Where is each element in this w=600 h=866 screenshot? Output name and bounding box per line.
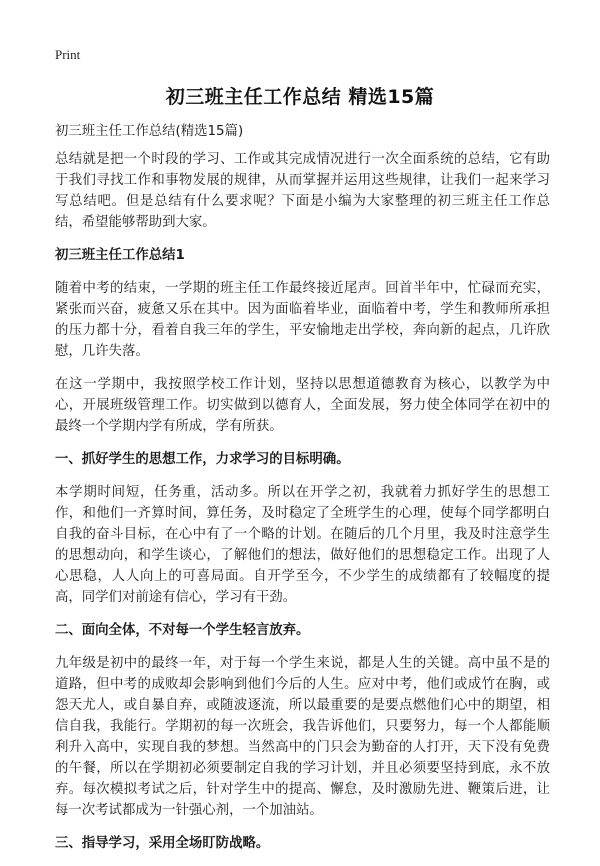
intro-paragraph: 总结就是把一个时段的学习、工作或其完成情况进行一次全面系统的总结，它有助于我们寻找工作和事物发展的规律，从而掌握并运用这些规律，让我们一起来学习写总结吧。但是总结有什么要求呢？下面是小编为大家整理的初三班主任工作总结，希望能够帮助到大家。 [55,152,550,230]
paragraph: 在这一学期中，我按照学校工作计划，坚持以思想道德教育为核心，以教学为中心，开展班级管理工作。切实做到以德育人，全面发展，努力使全体同学在初中的最终一个学期内学有所成，学有所获。 [55,377,550,434]
print-link[interactable]: Print [55,47,81,62]
article-subtitle: 初三班主任工作总结(精选15篇) [55,124,244,139]
paragraph: 本学期时间短，任务重，活动多。所以在开学之初，我就着力抓好学生的思想工作，和他们一齐算时间，算任务，及时稳定了全班学生的心理，使每个同学都明白自我的奋斗目标，在心中有了一个略的计划。在随后的几个月里，我及时注意学生的思想动向，和学生谈心，了解他们的想法，做好他们的思想稳定工作。出现了人心思稳，人人向上的可喜局面。自开学至今，不少学生的成绩都有了较幅度的提高，同学们对前途有信心，学习有干劲。 [55,485,550,605]
paragraph: 九年级是初中的最终一年，对于每一个学生来说，都是人生的关键。高中虽不是的道路，但中考的成败却会影响到他们今后的人生。应对中考，他们或成竹在胸，或怨天尤人，或自暴自弃，或随波逐流，所以最重要的是要点燃他们心中的期望，相信自我，我能行。学期初的每一次班会，我告诉他们，只要努力，每一个人都能顺利升入高中，实现自我的梦想。当然高中的门只会为勤奋的人打开，天下没有免费的午餐，所以在学期初必须要制定自我的学习计划，并且必须要坚持到底，永不放弃。每次模拟考试之后，针对学生中的提高、懈怠，及时激励先进、鞭策后进，让每一次考试都成为一针强心剂，一个加油站。 [55,656,550,818]
subheading: 二、面向全体，不对每一个学生轻言放弃。 [55,623,310,638]
subheading: 三、指导学习，采用全场盯防战略。 [55,836,270,851]
page-title: 初三班主任工作总结 精选15篇 [165,86,435,108]
subheading: 一、抓好学生的思想工作，力求学习的目标明确。 [55,452,350,467]
section-heading: 初三班主任工作总结1 [55,248,185,263]
article-body [55,121,550,866]
paragraph: 随着中考的结束，一学期的班主任工作最终接近尾声。回首半年中，忙碌而充实，紧张而兴奋，疲惫又乐在其中。因为面临着毕业，面临着中考，学生和教师所承担的压力都十分，看着自我三年的学生，平安愉地走出学校，奔向新的起点，几许欣慰，几许失落。 [55,281,550,359]
